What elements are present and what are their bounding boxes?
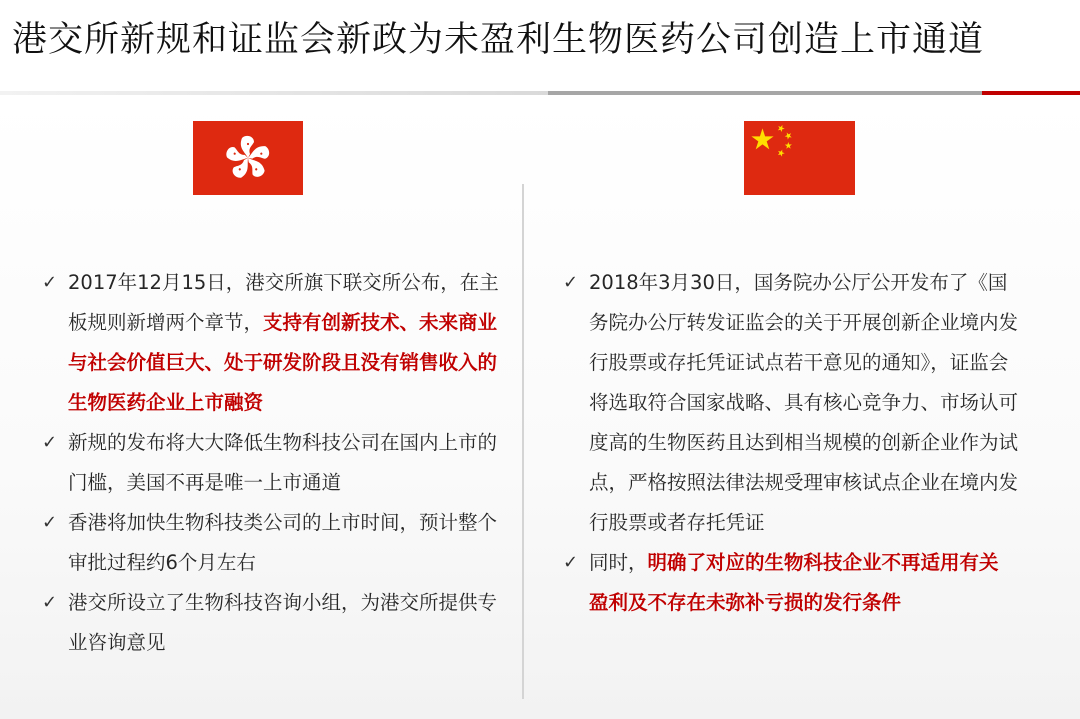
bullet-item xyxy=(42,583,512,663)
underline-light-segment xyxy=(0,91,548,95)
china-flag-icon xyxy=(744,121,855,195)
bullet-item xyxy=(42,263,512,423)
left-panel-hong-kong xyxy=(42,263,512,663)
bullet-item xyxy=(42,423,512,503)
check-icon: ✓ xyxy=(42,432,58,453)
check-icon: ✓ xyxy=(42,592,58,613)
column-divider xyxy=(522,184,524,699)
underline-red-segment xyxy=(982,91,1080,95)
bullet-text: 2018年3月30日，国务院办公厅公开发布了《国务院办公厅转发证监会的关于开展创新企业境内发行股票或存托凭证试点若干意见的通知》，证监会将选取符合国家战略、具有核心竞争力、市场认可度高的生物医药且达到相当规模的创新企业作为试点，严格按照法律法规受理审核试点企业在境内发行股票或者存托凭证 xyxy=(589,271,1019,534)
flag-stars-icon xyxy=(744,121,855,195)
check-icon: ✓ xyxy=(563,272,579,293)
bullet-item xyxy=(563,263,1018,543)
right-panel-mainland-china xyxy=(563,263,1018,623)
hong-kong-flag-icon xyxy=(193,121,303,195)
page-title: 港交所新规和证监会新政为未盈利生物医药公司创造上市通道 xyxy=(12,20,985,60)
check-icon: ✓ xyxy=(42,272,58,293)
bullet-item xyxy=(42,503,512,583)
bullet-text: 2017年12月15日，港交所旗下联交所公布，在主板规则新增两个章节， xyxy=(68,271,499,334)
bullet-text: 同时， xyxy=(589,551,648,574)
bullet-text: 港交所设立了生物科技咨询小组，为港交所提供专业咨询意见 xyxy=(68,591,498,654)
bullet-highlight-text: 支持有创新技术、未来商业与社会价值巨大、处于研发阶段且没有销售收入的生物医药企业上市融资 xyxy=(68,311,498,414)
underline-gray-segment xyxy=(548,91,982,95)
bullet-item xyxy=(563,543,1018,623)
bullet-highlight-text: 明确了对应的生物科技企业不再适用有关盈利及不存在未弥补亏损的发行条件 xyxy=(589,551,999,614)
bauhinia-flower-icon xyxy=(193,121,303,195)
bullet-text: 香港将加快生物科技类公司的上市时间，预计整个审批过程约6个月左右 xyxy=(68,511,498,574)
check-icon: ✓ xyxy=(42,512,58,533)
title-underline xyxy=(0,91,1080,95)
check-icon: ✓ xyxy=(563,552,579,573)
bullet-text: 新规的发布将大大降低生物科技公司在国内上市的门槛，美国不再是唯一上市通道 xyxy=(68,431,498,494)
